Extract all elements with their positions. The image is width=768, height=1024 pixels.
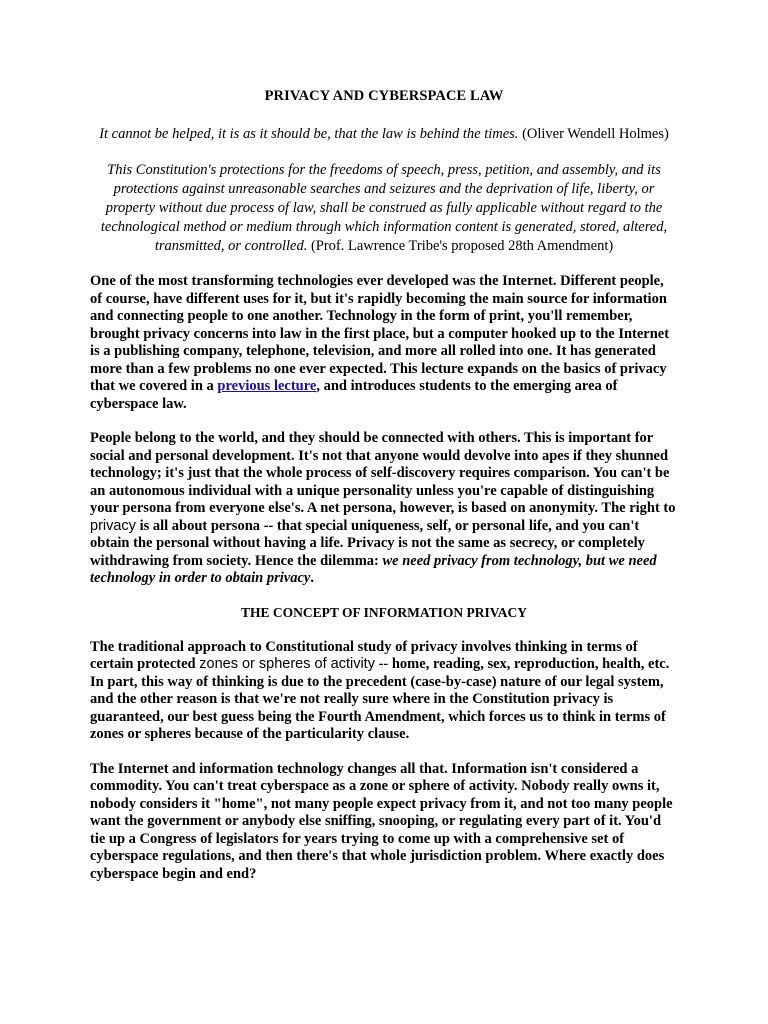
epigraph-holmes	[90, 125, 678, 144]
paragraph-text: One of the most transforming technologies ever developed was the Internet. Different people, of course, have different uses for it, but it's rapidly becoming the main source for information and connecting people to one another. Technology in the form of print, you'll remember, brought privacy concerns into law in the first place, but a computer hooked up to the Internet is a publishing company, telephone, television, and more all rolled into one. It has generated more than a few problems no one ever expected. This lecture expands on the basics of privacy that we covered in a	[90, 273, 670, 394]
paragraph-internet	[90, 273, 678, 413]
paragraph-text: -- home, reading, sex, reproduction, health, etc. In part, this way of thinking is due to the precedent (case-by-case) nature of our legal system, and the other reason is that we're not really sure where in the Constitution privacy is guaranteed, our best guess being the Fourth Amendment, which forces us to think in terms of zones or spheres because of the particularity clause.	[90, 656, 670, 742]
zones-keyword: zones or spheres of activity	[199, 656, 375, 672]
previous-lecture-link[interactable]: previous lecture	[217, 378, 317, 394]
paragraph-zones	[90, 639, 678, 744]
section-heading: THE CONCEPT OF INFORMATION PRIVACY	[240, 604, 528, 620]
dilemma-emphasis: we need privacy from technology, but we need technology in order to obtain privacy	[90, 552, 657, 586]
epigraph-quote: This Constitution's protections for the freedoms of speech, press, petition, and assembly, and its protections against unreasonable searches and seizures and the deprivation of life, liberty, or property without due process of law, shall be construed as fully applicable without regard to the technological method or medium through which information content is generated, stored, altered, transmitted, or controlled.	[100, 162, 668, 254]
document-title: PRIVACY AND CYBERSPACE LAW	[264, 88, 504, 104]
epigraph-attribution: (Prof. Lawrence Tribe's proposed 28th Amendment)	[307, 238, 614, 254]
paragraph-text: , and introduces students to the emerging area of cyberspace law.	[90, 378, 618, 412]
epigraph-tribe	[90, 161, 678, 256]
paragraph-cyberspace: The Internet and information technology changes all that. Information isn't considered a commodity. You can't treat cyberspace as a zone or sphere of activity. Nobody really owns it, nobody considers it "home", not many people expect privacy from it, and not too many people want the government or anybody else sniffing, snooping, or regulating every part of it. You'd tie up a Congress of legislators for years trying to come up with a comprehensive set of cyberspace regulations, and then there's that whole jurisdiction problem. Where exactly does cyberspace begin and end?	[90, 760, 673, 882]
paragraph-text: is all about persona -- that special uniqueness, self, or personal life, and you can't obtain the personal without having a life. Privacy is not the same as secrecy, or completely withdrawing from society. Hence the dilemma:	[90, 517, 645, 569]
paragraph-persona	[90, 430, 678, 588]
privacy-keyword: privacy	[90, 517, 136, 534]
paragraph-text: The traditional approach to Constitutional study of privacy involves thinking in terms of certain protected	[90, 638, 638, 672]
epigraph-quote: It cannot be helped, it is as it should be, that the law is behind the times.	[99, 126, 519, 142]
epigraph-attribution: (Oliver Wendell Holmes)	[518, 126, 669, 142]
paragraph-text: .	[310, 570, 314, 586]
paragraph-text: People belong to the world, and they should be connected with others. This is important for social and personal development. It's not that anyone would devolve into apes if they shunned technology; it's just that the whole process of self-discovery requires comparison. You can't be an autonomous individual with a unique personality unless you're capable of distinguishing your persona from everyone else's. A net persona, however, is based on anonymity. The right to	[90, 430, 676, 516]
document-page	[90, 88, 678, 900]
